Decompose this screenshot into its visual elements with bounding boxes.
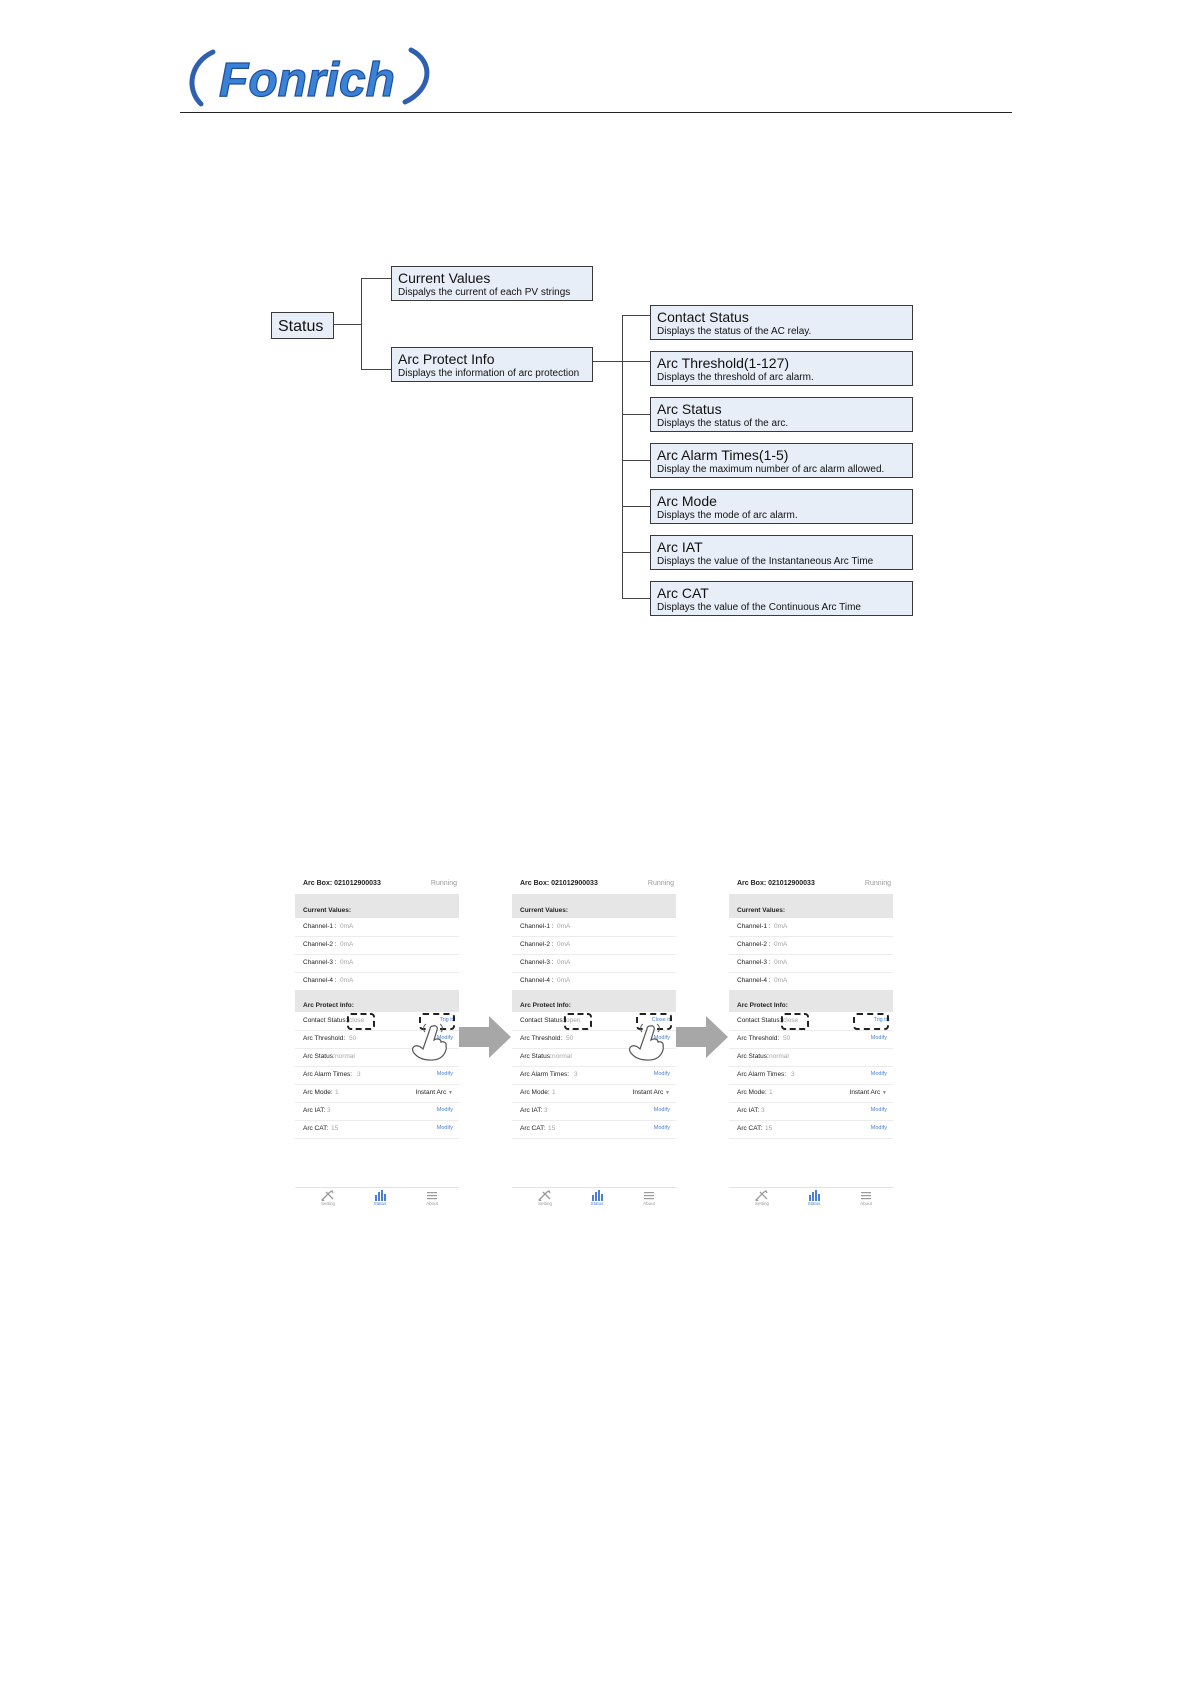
channel-row xyxy=(295,972,459,991)
field-label: Arc Mode: xyxy=(520,1089,550,1096)
modify-button[interactable]: Modify xyxy=(436,1107,453,1113)
channel-row xyxy=(512,972,676,991)
tab-bar xyxy=(295,1187,459,1214)
section-band xyxy=(295,894,459,918)
channel-label: Channel-2 : xyxy=(303,941,337,948)
fonrich-logo xyxy=(183,40,443,115)
channel-value: 0mA xyxy=(774,977,788,984)
device-title: Arc Box: 021012900033 xyxy=(737,880,815,887)
svg-text:Fonrich: Fonrich xyxy=(219,54,395,107)
arc-iat-row xyxy=(295,1102,459,1121)
tap-hand-icon xyxy=(624,1022,668,1062)
field-value: 15 xyxy=(765,1125,773,1132)
node-title: Arc Status xyxy=(657,401,722,417)
channel-label: Channel-2 : xyxy=(520,941,554,948)
channel-label: Channel-3 : xyxy=(737,959,771,966)
node-title: Contact Status xyxy=(657,309,749,325)
node-title: Current Values xyxy=(398,270,491,286)
field-value: 50 xyxy=(349,1035,357,1042)
channel-row xyxy=(729,918,893,937)
node-title: Arc Mode xyxy=(657,493,717,509)
node-title: Arc Threshold(1-127) xyxy=(657,355,790,371)
tools-icon xyxy=(747,1190,777,1201)
channel-value: 0mA xyxy=(774,923,788,930)
field-value: 50 xyxy=(783,1035,791,1042)
connector xyxy=(622,361,650,362)
section-title-current-values: Current Values: xyxy=(737,907,786,914)
trig-it-button[interactable]: Trig it xyxy=(439,1017,453,1023)
device-status: Running xyxy=(864,880,891,887)
channel-row xyxy=(729,936,893,955)
arc-mode-row xyxy=(295,1084,459,1103)
chevron-down-icon: ▼ xyxy=(448,1090,453,1096)
channel-label: Channel-1 : xyxy=(303,923,337,930)
arc-iat-row xyxy=(729,1102,893,1121)
field-label: Arc Alarm Times: xyxy=(303,1071,353,1078)
highlight-box xyxy=(781,1013,809,1030)
channel-value: 0mA xyxy=(557,941,571,948)
connector xyxy=(592,361,622,362)
connector xyxy=(622,506,650,507)
tab-setting[interactable] xyxy=(313,1190,343,1206)
field-value: 15 xyxy=(331,1125,339,1132)
field-value: normal xyxy=(335,1053,355,1060)
connector xyxy=(361,369,391,370)
select-value: Instant Arc xyxy=(415,1089,447,1096)
modify-button[interactable]: Modify xyxy=(653,1107,670,1113)
section-title-current-values: Current Values: xyxy=(303,907,352,914)
field-value: 50 xyxy=(566,1035,574,1042)
arc-status-row xyxy=(729,1048,893,1067)
connector xyxy=(622,315,623,598)
channel-value: 0mA xyxy=(340,923,354,930)
channel-row xyxy=(295,918,459,937)
field-label: Arc IAT: xyxy=(303,1107,326,1114)
tab-label: About xyxy=(860,1201,872,1206)
tab-label: About xyxy=(643,1201,655,1206)
arc-mode-node xyxy=(650,489,913,524)
channel-label: Channel-1 : xyxy=(737,923,771,930)
tab-label: Status xyxy=(590,1201,604,1206)
tab-bar xyxy=(729,1187,893,1214)
arc-mode-select[interactable] xyxy=(633,1089,670,1096)
phone-screen xyxy=(512,872,680,1212)
tab-setting[interactable] xyxy=(747,1190,777,1206)
channel-row xyxy=(512,918,676,937)
bar-chart-icon xyxy=(582,1190,612,1201)
highlight-box xyxy=(347,1013,375,1030)
channel-label: Channel-3 : xyxy=(520,959,554,966)
contact-status-node xyxy=(650,305,913,340)
arc-iat-row xyxy=(512,1102,676,1121)
field-label: Arc Threshold: xyxy=(303,1035,346,1042)
menu-icon xyxy=(417,1190,447,1201)
connector xyxy=(333,324,361,325)
select-value: Instant Arc xyxy=(632,1089,664,1096)
arc-alarm-times-row xyxy=(729,1066,893,1085)
arc-cat-row xyxy=(729,1120,893,1139)
modify-button[interactable]: Modify xyxy=(436,1071,453,1077)
arc-iat-node xyxy=(650,535,913,570)
modify-button[interactable]: Modify xyxy=(870,1035,887,1041)
arc-alarm-times-row xyxy=(295,1066,459,1085)
field-label: Arc Threshold: xyxy=(520,1035,563,1042)
close-it-button[interactable]: Close it xyxy=(651,1017,670,1023)
channel-label: Channel-4 : xyxy=(737,977,771,984)
arc-mode-select[interactable] xyxy=(850,1089,887,1096)
channel-value: 0mA xyxy=(557,923,571,930)
arc-cat-node xyxy=(650,581,913,616)
field-value: 3 xyxy=(574,1071,578,1078)
field-label: Contact Status: xyxy=(303,1017,348,1024)
tap-hand-icon xyxy=(407,1022,451,1062)
select-value: Instant Arc xyxy=(849,1089,881,1096)
tab-status[interactable] xyxy=(365,1190,395,1206)
field-label: Arc Mode: xyxy=(303,1089,333,1096)
channel-label: Channel-2 : xyxy=(737,941,771,948)
device-title: Arc Box: 021012900033 xyxy=(520,880,598,887)
node-desc: Displays the threshold of arc alarm. xyxy=(657,372,814,383)
field-label: Arc Status: xyxy=(737,1053,769,1060)
modify-button[interactable]: Modify xyxy=(870,1071,887,1077)
arrow-right-icon xyxy=(676,1016,728,1058)
node-desc: Displays the status of the AC relay. xyxy=(657,326,812,337)
field-value: 1 xyxy=(552,1089,556,1096)
device-title: Arc Box: 021012900033 xyxy=(303,880,381,887)
modify-button[interactable]: Modify xyxy=(436,1035,453,1041)
arc-alarm-times-node xyxy=(650,443,913,478)
tab-setting[interactable] xyxy=(530,1190,560,1206)
field-value: 1 xyxy=(769,1089,773,1096)
channel-value: 0mA xyxy=(774,959,788,966)
header-divider xyxy=(180,112,1012,113)
arc-mode-row xyxy=(512,1084,676,1103)
field-value: 3 xyxy=(357,1071,361,1078)
arc-mode-row xyxy=(729,1084,893,1103)
field-value: close xyxy=(349,1017,365,1024)
channel-row xyxy=(295,954,459,973)
chevron-down-icon: ▼ xyxy=(882,1090,887,1096)
arrow-right-icon xyxy=(459,1016,511,1058)
section-band xyxy=(729,894,893,918)
channel-value: 0mA xyxy=(774,941,788,948)
field-label: Arc Alarm Times: xyxy=(520,1071,570,1078)
node-desc: Displays the mode of arc alarm. xyxy=(657,510,798,521)
field-label: Arc Mode: xyxy=(737,1089,767,1096)
channel-label: Channel-4 : xyxy=(520,977,554,984)
arc-cat-row xyxy=(295,1120,459,1139)
node-title: Arc IAT xyxy=(657,539,703,555)
tab-label: Status xyxy=(807,1201,821,1206)
field-label: Arc CAT: xyxy=(737,1125,763,1132)
tab-bar xyxy=(512,1187,676,1214)
field-value: close xyxy=(783,1017,799,1024)
node-desc: Displays the value of the Instantaneous Arc Time xyxy=(657,556,874,567)
channel-row xyxy=(729,954,893,973)
channel-label: Channel-3 : xyxy=(303,959,337,966)
tab-status[interactable] xyxy=(799,1190,829,1206)
arc-alarm-times-row xyxy=(512,1066,676,1085)
connector xyxy=(622,598,650,599)
tab-label: Setting xyxy=(754,1201,769,1206)
device-status: Running xyxy=(430,880,457,887)
field-label: Arc CAT: xyxy=(303,1125,329,1132)
chevron-down-icon: ▼ xyxy=(665,1090,670,1096)
node-desc: Dispalys the current of each PV strings xyxy=(398,287,571,298)
connector xyxy=(622,460,650,461)
field-value: normal xyxy=(552,1053,572,1060)
arc-cat-row xyxy=(512,1120,676,1139)
node-title: Arc Alarm Times(1-5) xyxy=(657,447,789,463)
phone-screen xyxy=(295,872,463,1212)
field-label: Arc CAT: xyxy=(520,1125,546,1132)
node-title: Arc CAT xyxy=(657,585,709,601)
node-desc: Display the maximum number of arc alarm allowed. xyxy=(657,464,885,475)
channel-row xyxy=(512,954,676,973)
modify-button[interactable]: Modify xyxy=(653,1035,670,1041)
node-desc: Displays the value of the Continuous Arc Time xyxy=(657,602,861,613)
field-label: Arc Alarm Times: xyxy=(737,1071,787,1078)
field-label: Arc Threshold: xyxy=(737,1035,780,1042)
modify-button[interactable]: Modify xyxy=(653,1125,670,1131)
arc-status-node xyxy=(650,397,913,432)
node-desc: Displays the status of the arc. xyxy=(657,418,789,429)
bar-chart-icon xyxy=(799,1190,829,1201)
section-title-current-values: Current Values: xyxy=(520,907,569,914)
section-band xyxy=(512,894,676,918)
channel-value: 0mA xyxy=(340,977,354,984)
modify-button[interactable]: Modify xyxy=(653,1071,670,1077)
trig-it-button[interactable]: Trig it xyxy=(873,1017,887,1023)
channel-row xyxy=(295,936,459,955)
field-value: open xyxy=(566,1017,581,1024)
field-label: Arc Status: xyxy=(520,1053,552,1060)
phone-screen xyxy=(729,872,897,1212)
current-values-node xyxy=(391,266,593,301)
section-title-arc-protect-info: Arc Protect Info: xyxy=(520,1002,571,1009)
status-node xyxy=(271,312,334,339)
field-label: Arc IAT: xyxy=(737,1107,760,1114)
tab-label: About xyxy=(426,1201,438,1206)
channel-value: 0mA xyxy=(340,959,354,966)
highlight-box xyxy=(853,1013,889,1030)
node-title: Arc Protect Info xyxy=(398,351,495,367)
field-label: Contact Status: xyxy=(520,1017,565,1024)
tools-icon xyxy=(313,1190,343,1201)
channel-row xyxy=(729,972,893,991)
field-value: 3 xyxy=(544,1107,548,1114)
arc-mode-select[interactable] xyxy=(416,1089,453,1096)
field-label: Arc Status: xyxy=(303,1053,335,1060)
channel-row xyxy=(512,936,676,955)
tab-status[interactable] xyxy=(582,1190,612,1206)
field-label: Arc IAT: xyxy=(520,1107,543,1114)
channel-label: Channel-4 : xyxy=(303,977,337,984)
arc-threshold-node xyxy=(650,351,913,386)
connector xyxy=(622,315,650,316)
field-value: normal xyxy=(769,1053,789,1060)
field-value: 1 xyxy=(335,1089,339,1096)
tab-label: Status xyxy=(373,1201,387,1206)
tab-about[interactable] xyxy=(634,1190,664,1206)
device-status: Running xyxy=(647,880,674,887)
channel-value: 0mA xyxy=(340,941,354,948)
menu-icon xyxy=(851,1190,881,1201)
modify-button[interactable]: Modify xyxy=(870,1107,887,1113)
tab-about[interactable] xyxy=(417,1190,447,1206)
field-value: 3 xyxy=(791,1071,795,1078)
connector xyxy=(361,278,362,370)
channel-value: 0mA xyxy=(557,977,571,984)
section-title-arc-protect-info: Arc Protect Info: xyxy=(737,1002,788,1009)
tools-icon xyxy=(530,1190,560,1201)
modify-button[interactable]: Modify xyxy=(870,1125,887,1131)
connector xyxy=(361,278,391,279)
tab-label: Setting xyxy=(537,1201,552,1206)
field-value: 3 xyxy=(327,1107,331,1114)
field-value: 15 xyxy=(548,1125,556,1132)
tab-about[interactable] xyxy=(851,1190,881,1206)
field-value: 3 xyxy=(761,1107,765,1114)
highlight-box xyxy=(564,1013,592,1030)
node-desc: Displays the information of arc protection xyxy=(398,368,580,379)
channel-label: Channel-1 : xyxy=(520,923,554,930)
bar-chart-icon xyxy=(365,1190,395,1201)
connector xyxy=(622,552,650,553)
section-title-arc-protect-info: Arc Protect Info: xyxy=(303,1002,354,1009)
channel-value: 0mA xyxy=(557,959,571,966)
connector xyxy=(622,414,650,415)
modify-button[interactable]: Modify xyxy=(436,1125,453,1131)
arc-protect-info-node xyxy=(391,347,593,382)
node-title: Status xyxy=(278,318,324,335)
tab-label: Setting xyxy=(320,1201,335,1206)
menu-icon xyxy=(634,1190,664,1201)
field-label: Contact Status: xyxy=(737,1017,782,1024)
arc-threshold-row xyxy=(729,1030,893,1049)
